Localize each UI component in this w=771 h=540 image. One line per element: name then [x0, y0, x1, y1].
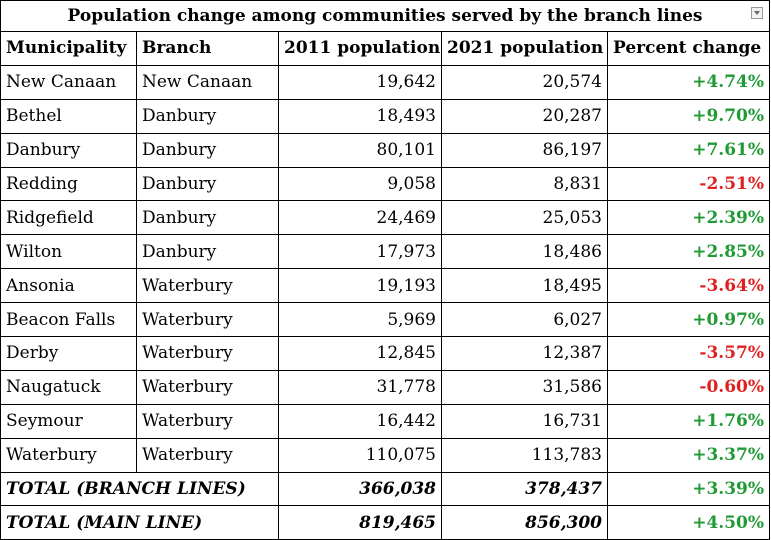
cell-branch: Danbury	[137, 235, 279, 269]
header-row	[1, 32, 770, 66]
header-branch: Branch	[137, 32, 279, 66]
cell-municipality: Redding	[1, 167, 137, 201]
cell-municipality: New Canaan	[1, 65, 137, 99]
dropdown-arrow-icon[interactable]	[751, 7, 763, 19]
total-label: TOTAL (BRANCH LINES)	[1, 472, 279, 506]
table-row	[1, 303, 770, 337]
cell-2021-population: 6,027	[442, 303, 608, 337]
title-row	[1, 1, 770, 32]
table-row	[1, 201, 770, 235]
total-2021-population: 378,437	[442, 472, 608, 506]
table-row	[1, 167, 770, 201]
cell-branch: Danbury	[137, 201, 279, 235]
cell-percent-change: -3.64%	[608, 269, 770, 303]
cell-2011-population: 17,973	[279, 235, 442, 269]
cell-2021-population: 20,287	[442, 99, 608, 133]
header-2021-population: 2021 population	[442, 32, 608, 66]
table-title: Population change among communities served by the branch lines	[67, 6, 703, 26]
cell-municipality: Bethel	[1, 99, 137, 133]
cell-2021-population: 16,731	[442, 404, 608, 438]
cell-branch: Danbury	[137, 133, 279, 167]
cell-2021-population: 113,783	[442, 438, 608, 472]
cell-branch: Waterbury	[137, 370, 279, 404]
cell-percent-change: +7.61%	[608, 133, 770, 167]
cell-municipality: Beacon Falls	[1, 303, 137, 337]
table-row	[1, 133, 770, 167]
cell-2021-population: 18,486	[442, 235, 608, 269]
cell-2021-population: 20,574	[442, 65, 608, 99]
total-2021-population: 856,300	[442, 506, 608, 540]
cell-percent-change: +4.74%	[608, 65, 770, 99]
cell-2021-population: 25,053	[442, 201, 608, 235]
cell-branch: Waterbury	[137, 269, 279, 303]
cell-percent-change: -0.60%	[608, 370, 770, 404]
cell-2011-population: 110,075	[279, 438, 442, 472]
table-body	[1, 65, 770, 539]
header-municipality: Municipality	[1, 32, 137, 66]
cell-municipality: Waterbury	[1, 438, 137, 472]
table-row	[1, 370, 770, 404]
table-row	[1, 404, 770, 438]
header-2011-population: 2011 population	[279, 32, 442, 66]
cell-2011-population: 9,058	[279, 167, 442, 201]
total-row	[1, 506, 770, 540]
cell-percent-change: +0.97%	[608, 303, 770, 337]
cell-2021-population: 12,387	[442, 337, 608, 371]
table-title-cell	[1, 1, 770, 32]
total-2011-population: 819,465	[279, 506, 442, 540]
cell-municipality: Danbury	[1, 133, 137, 167]
table-row	[1, 438, 770, 472]
cell-branch: Danbury	[137, 167, 279, 201]
total-row	[1, 472, 770, 506]
cell-percent-change: -3.57%	[608, 337, 770, 371]
cell-municipality: Seymour	[1, 404, 137, 438]
cell-branch: Waterbury	[137, 337, 279, 371]
table-row	[1, 269, 770, 303]
cell-municipality: Derby	[1, 337, 137, 371]
cell-percent-change: +2.39%	[608, 201, 770, 235]
cell-branch: New Canaan	[137, 65, 279, 99]
cell-2021-population: 18,495	[442, 269, 608, 303]
cell-2011-population: 12,845	[279, 337, 442, 371]
cell-2011-population: 19,642	[279, 65, 442, 99]
total-percent-change: +4.50%	[608, 506, 770, 540]
cell-municipality: Naugatuck	[1, 370, 137, 404]
cell-2011-population: 24,469	[279, 201, 442, 235]
total-label: TOTAL (MAIN LINE)	[1, 506, 279, 540]
cell-2011-population: 16,442	[279, 404, 442, 438]
cell-branch: Danbury	[137, 99, 279, 133]
cell-percent-change: +1.76%	[608, 404, 770, 438]
cell-2011-population: 18,493	[279, 99, 442, 133]
cell-municipality: Ansonia	[1, 269, 137, 303]
cell-2011-population: 19,193	[279, 269, 442, 303]
cell-2011-population: 5,969	[279, 303, 442, 337]
cell-percent-change: +3.37%	[608, 438, 770, 472]
header-percent-change: Percent change	[608, 32, 770, 66]
cell-2011-population: 80,101	[279, 133, 442, 167]
cell-percent-change: +2.85%	[608, 235, 770, 269]
cell-branch: Waterbury	[137, 438, 279, 472]
table-row	[1, 65, 770, 99]
cell-2021-population: 31,586	[442, 370, 608, 404]
cell-branch: Waterbury	[137, 404, 279, 438]
table-row	[1, 235, 770, 269]
cell-percent-change: +9.70%	[608, 99, 770, 133]
total-2011-population: 366,038	[279, 472, 442, 506]
cell-percent-change: -2.51%	[608, 167, 770, 201]
cell-branch: Waterbury	[137, 303, 279, 337]
total-percent-change: +3.39%	[608, 472, 770, 506]
cell-2011-population: 31,778	[279, 370, 442, 404]
table-row	[1, 99, 770, 133]
cell-municipality: Ridgefield	[1, 201, 137, 235]
cell-municipality: Wilton	[1, 235, 137, 269]
cell-2021-population: 86,197	[442, 133, 608, 167]
cell-2021-population: 8,831	[442, 167, 608, 201]
table-row	[1, 337, 770, 371]
